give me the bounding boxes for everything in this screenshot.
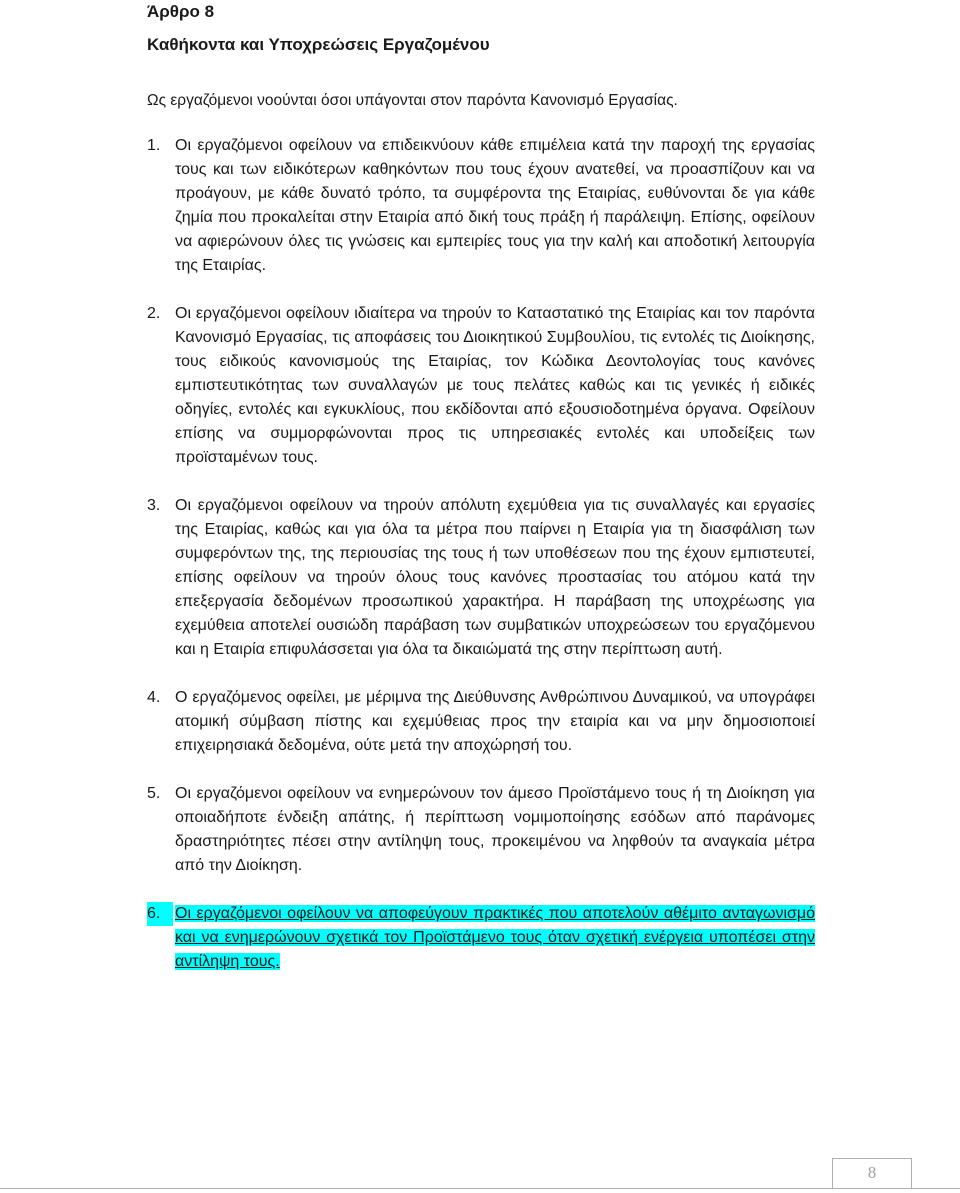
list-item [147,782,815,878]
page-number: 8 [832,1158,912,1188]
item-text: Ο εργαζόμενος οφείλει, με μέριμνα της Διεύθυνσης Ανθρώπινου Δυναμικού, να υπογράφει ατομική σύμβαση πίστης και εχεμύθειας προς την εταιρία και να μην δημοσιοποιεί επιχειρησιακά δεδομένα, ούτε μετά την αποχώρησή του. [175,689,815,754]
item-text: Οι εργαζόμενοι οφείλουν να αποφεύγουν πρακτικές που αποτελούν αθέμιτο ανταγωνισμό και να ενημερώνουν σχετικά τον Προϊστάμενο τους όταν σχετική ενέργεια υποπέσει στην αντίληψη τους. [175,905,815,970]
list-item [147,494,815,662]
item-number: 4. [147,689,161,706]
list-item [147,134,815,278]
article-title: Άρθρο 8 [147,2,215,21]
list-item [147,686,815,758]
duties-list [147,134,815,996]
item-number: 3. [147,497,161,514]
item-number: 5. [147,785,161,802]
list-item-highlighted [147,902,815,974]
item-number: 1. [147,137,161,154]
item-text: Οι εργαζόμενοι οφείλουν να επιδεικνύουν κάθε επιμέλεια κατά την παροχή της εργασίας τους και των ειδικότερων καθηκόντων που τους έχουν ανατεθεί, να προασπίζουν και να προάγουν, με κάθε δυνατό τρόπο, τα συμφέροντα της Εταιρίας, ευθύνονται δε για κάθε ζημία που προκαλείται στην Εταιρία από δική τους πράξη ή παράλειψη. Επίσης, οφείλουν να αφιερώνουν όλες τις γνώσεις και εμπειρίες τους για την καλή και αποδοτική λειτουργία της Εταιρίας. [175,137,815,274]
article-subtitle: Καθήκοντα και Υποχρεώσεις Εργαζομένου [147,35,490,54]
item-number: 6. [147,902,173,926]
item-text: Οι εργαζόμενοι οφείλουν να τηρούν απόλυτη εχεμύθεια για τις συναλλαγές και εργασίες της Εταιρίας, καθώς και για όλα τα μέτρα που παίρνει η Εταιρία για τη διασφάλιση των συμφερόντων της, της περιουσίας της τους ή των υποθέσεων που της έχουν εμπιστευτεί, επίσης οφείλουν να τηρούν όλους τους κανόνες προστασίας του ατόμου κατά την επεξεργασία δεδομένων προσωπικού χαρακτήρα. Η παράβαση της υποχρέωσης για εχεμύθεια αποτελεί ουσιώδη παράβαση των συμβατικών υποχρεώσεων του εργαζόμενου και η Εταιρία επιφυλάσσεται για όλα τα δικαιώματά της στην περίπτωση αυτή. [175,497,815,658]
item-number: 2. [147,305,161,322]
footer-divider [0,1188,960,1189]
intro-paragraph: Ως εργαζόμενοι νοούνται όσοι υπάγονται στον παρόντα Κανονισμό Εργασίας. [147,92,678,109]
item-text: Οι εργαζόμενοι οφείλουν ιδιαίτερα να τηρούν το Καταστατικό της Εταιρίας και τον παρόντα Κανονισμό Εργασίας, τις αποφάσεις του Διοικητικού Συμβουλίου, τις εντολές τις Διοίκησης, τους ειδικούς κανονισμούς της Εταιρίας, τον Κώδικα Δεοντολογίας τους κανόνες εμπιστευτικότητας των συναλλαγών με τους πελάτες καθώς και τις γενικές ή ειδικές οδηγίες, εντολές και εγκυκλίους, που εκδίδονται από εξουσιοδοτημένα όργανα. Οφείλουν επίσης να συμμορφώνονται προς τις υπηρεσιακές εντολές και υποδείξεις των προϊσταμένων τους. [175,305,815,466]
item-text: Οι εργαζόμενοι οφείλουν να ενημερώνουν τον άμεσο Προϊστάμενο τους ή τη Διοίκηση για οποιαδήποτε ένδειξη απάτης, ή περίπτωση νομιμοποίησης εσόδων από παράνομες δραστηριότητες πέσει στην αντίληψη τους, προκειμένου να ληφθούν τα αναγκαία μέτρα από την Διοίκηση. [175,785,815,874]
list-item [147,302,815,470]
